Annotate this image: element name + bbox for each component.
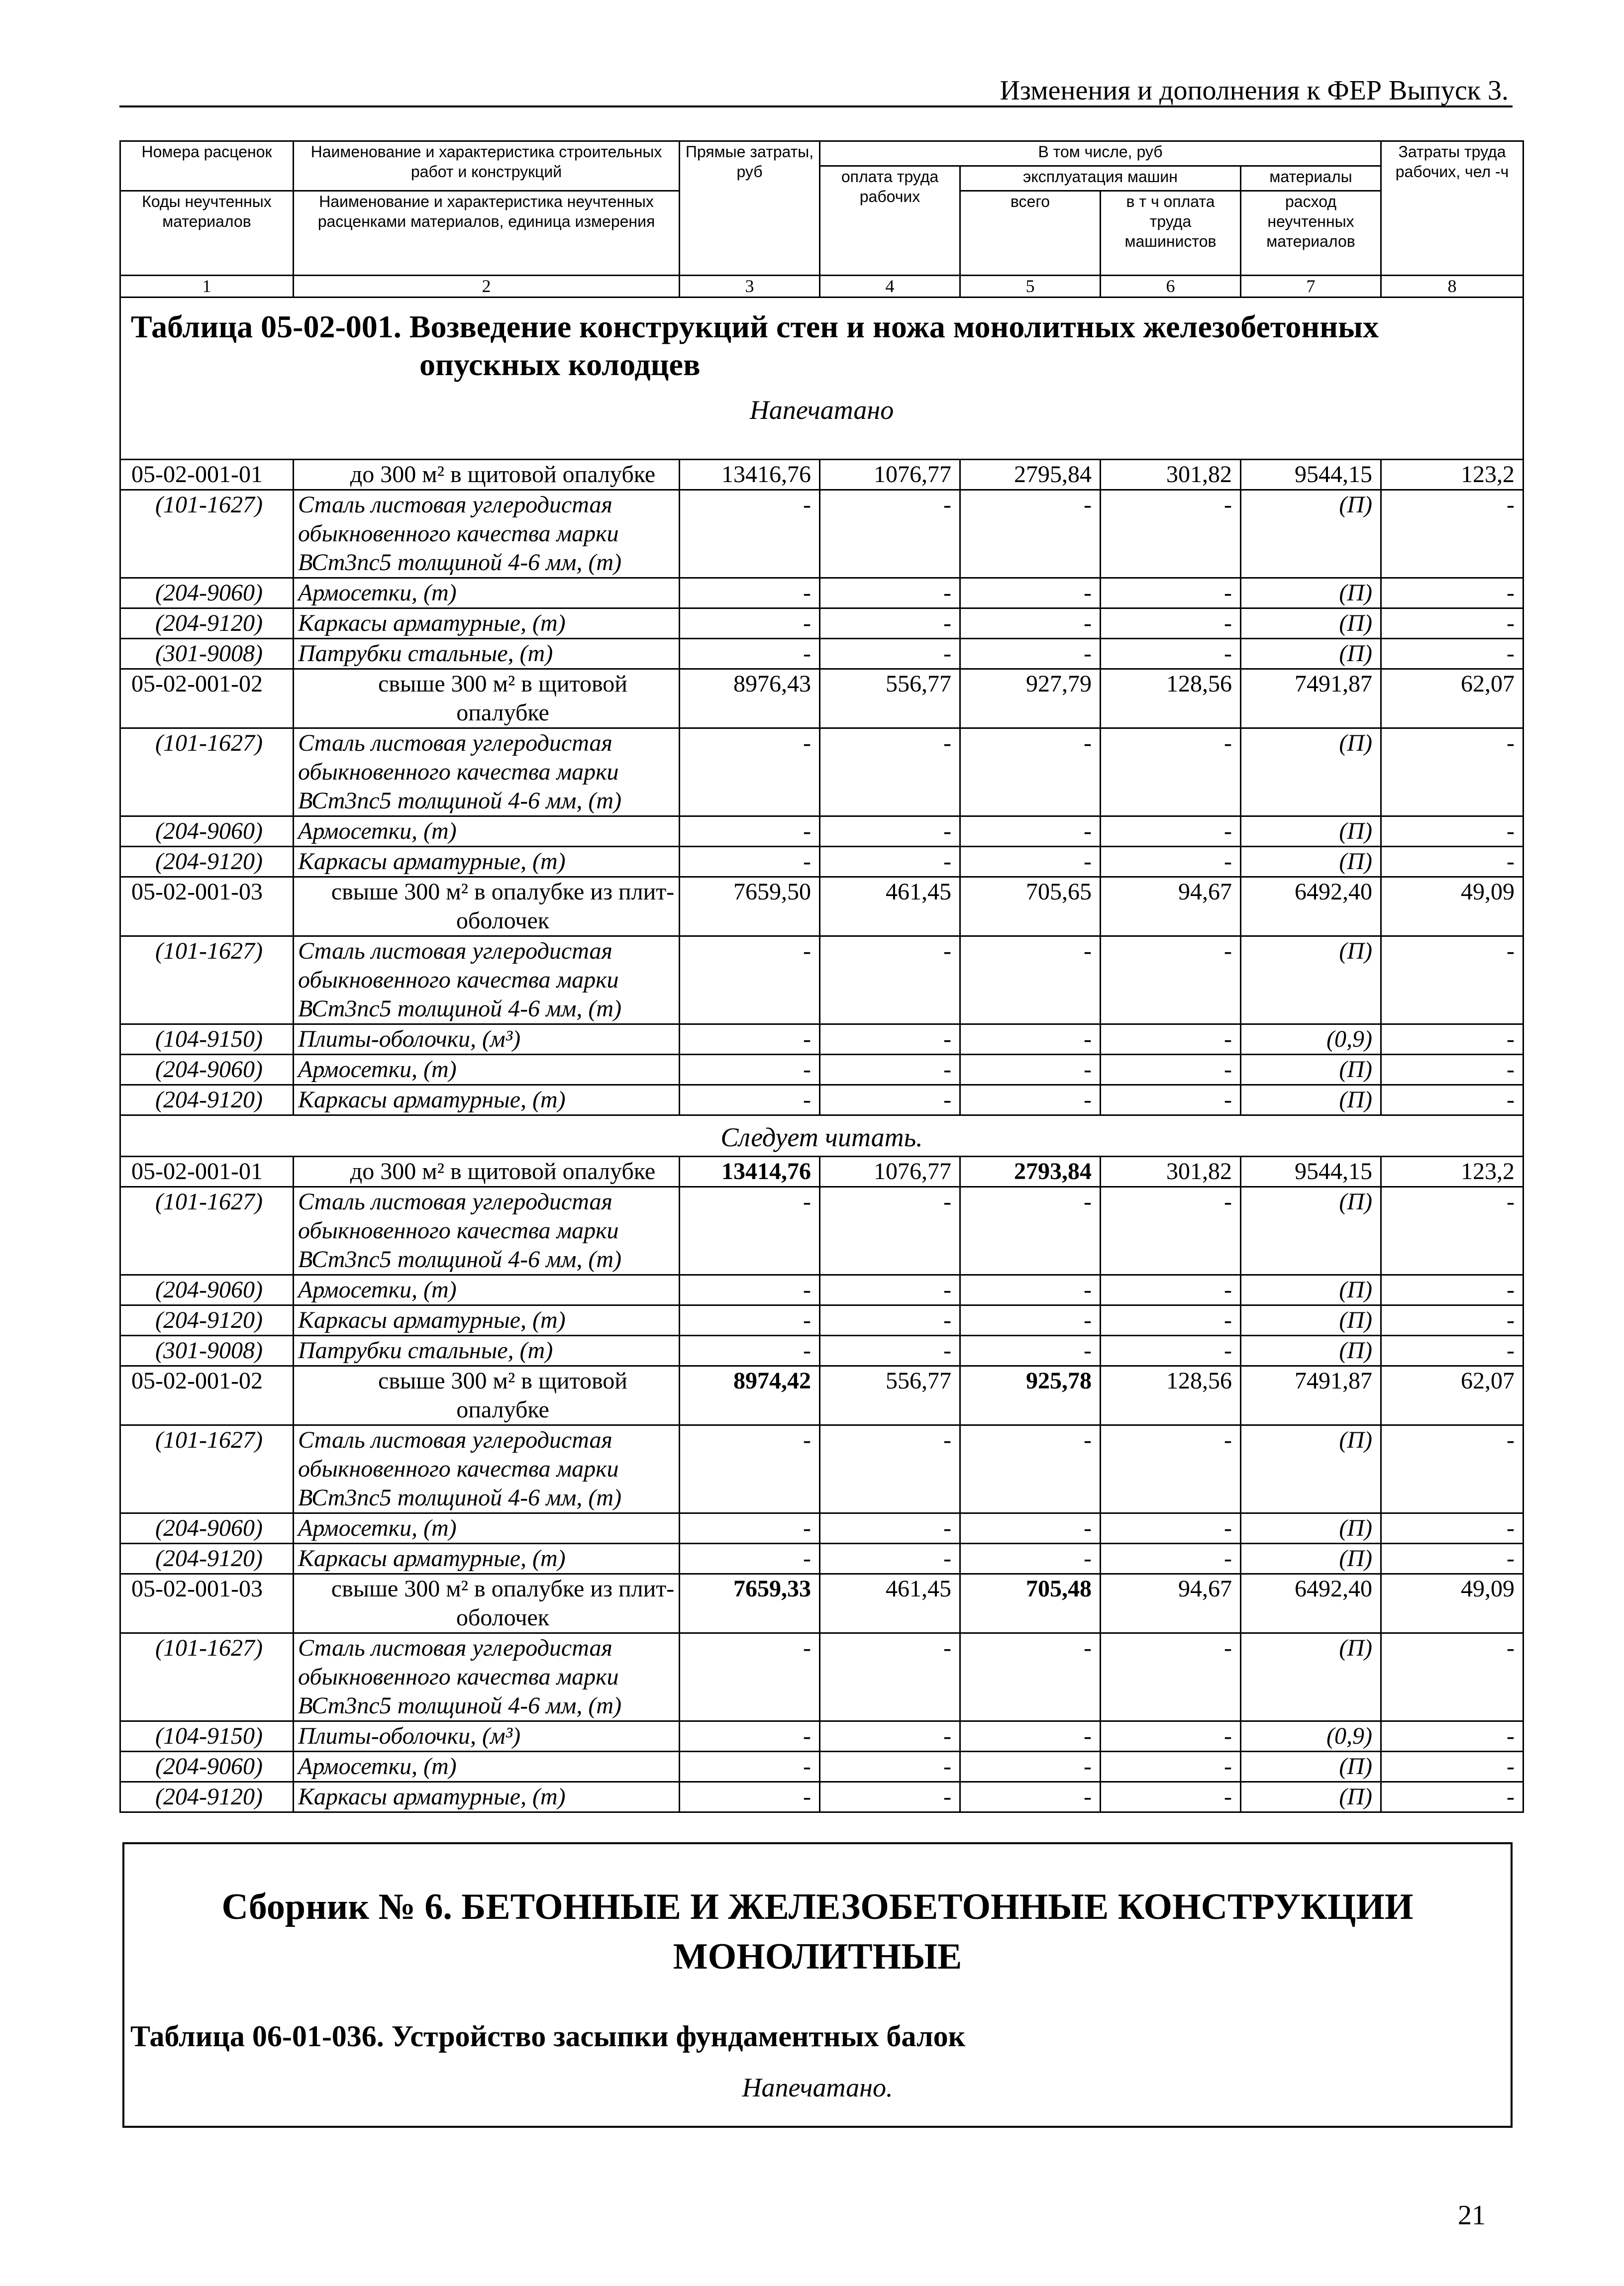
dash-cell: - bbox=[680, 578, 820, 608]
header-unaccounted-materials: расход неучтенных материалов bbox=[1241, 191, 1381, 276]
material-name: Сталь листовая углеродистая обыкновенного качества марки ВСт3пс5 толщиной 4-6 мм, (т) bbox=[294, 490, 680, 578]
dash-cell: - bbox=[960, 490, 1101, 578]
material-code: (101-1627) bbox=[120, 1425, 294, 1513]
dash-cell: - bbox=[960, 1275, 1101, 1305]
material-code: (204-9120) bbox=[120, 608, 294, 639]
header-col2-bottom: Наименование и характеристика неучтенных расценками материалов, единица измерения bbox=[294, 191, 680, 276]
material-name: Армосетки, (т) bbox=[294, 1752, 680, 1782]
dash-cell: - bbox=[680, 728, 820, 816]
material-name: Армосетки, (т) bbox=[294, 1055, 680, 1085]
material-consumption: (П) bbox=[1241, 816, 1381, 847]
rate-materials: 6492,40 bbox=[1241, 877, 1381, 936]
material-name: Армосетки, (т) bbox=[294, 816, 680, 847]
rate-materials: 6492,40 bbox=[1241, 1574, 1381, 1633]
material-consumption: (П) bbox=[1241, 1275, 1381, 1305]
dash-cell: - bbox=[680, 1085, 820, 1115]
rate-operators: 128,56 bbox=[1101, 1366, 1241, 1425]
dash-cell: - bbox=[820, 1275, 960, 1305]
dash-cell: - bbox=[680, 1055, 820, 1085]
material-consumption: (П) bbox=[1241, 578, 1381, 608]
material-code: (204-9120) bbox=[120, 847, 294, 877]
dash-cell: - bbox=[1381, 1425, 1523, 1513]
header-operator-wages: в т ч оплата труда машинистов bbox=[1101, 191, 1241, 276]
dash-cell: - bbox=[1101, 1305, 1241, 1336]
material-code: (204-9120) bbox=[120, 1544, 294, 1574]
running-header-title: Изменения и дополнения к ФЕР Выпуск 3. bbox=[1000, 75, 1509, 106]
material-code: (101-1627) bbox=[120, 728, 294, 816]
dash-cell: - bbox=[1101, 1336, 1241, 1366]
column-numbers-row bbox=[120, 276, 1523, 298]
collection6-title-line2: МОНОЛИТНЫЕ bbox=[673, 1936, 962, 1977]
material-row bbox=[120, 1544, 1523, 1574]
material-consumption: (П) bbox=[1241, 936, 1381, 1024]
collection6-printed-label: Напечатано. bbox=[742, 2073, 893, 2102]
dash-cell: - bbox=[680, 1633, 820, 1721]
material-code: (204-9060) bbox=[120, 1513, 294, 1544]
dash-cell: - bbox=[1101, 1425, 1241, 1513]
header-col1-bottom: Коды неучтенных материалов bbox=[120, 191, 294, 276]
rate-row bbox=[120, 460, 1523, 490]
dash-cell: - bbox=[960, 1633, 1101, 1721]
material-consumption: (П) bbox=[1241, 1425, 1381, 1513]
material-row bbox=[120, 1305, 1523, 1336]
material-consumption: (П) bbox=[1241, 728, 1381, 816]
material-code: (101-1627) bbox=[120, 1633, 294, 1721]
rate-materials: 9544,15 bbox=[1241, 1157, 1381, 1187]
material-name: Каркасы арматурные, (т) bbox=[294, 608, 680, 639]
dash-cell: - bbox=[1101, 1085, 1241, 1115]
dash-cell: - bbox=[1381, 1633, 1523, 1721]
rate-name: до 300 м² в щитовой опалубке bbox=[294, 460, 680, 490]
dash-cell: - bbox=[1381, 1085, 1523, 1115]
collection6-title bbox=[124, 1882, 1511, 1982]
rate-labor: 123,2 bbox=[1381, 1157, 1523, 1187]
dash-cell: - bbox=[1101, 816, 1241, 847]
col-number: 2 bbox=[294, 276, 680, 298]
material-consumption: (П) bbox=[1241, 639, 1381, 669]
rate-materials: 7491,87 bbox=[1241, 1366, 1381, 1425]
dash-cell: - bbox=[1101, 847, 1241, 877]
rate-row bbox=[120, 1574, 1523, 1633]
header-col1-top: Номера расценок bbox=[120, 141, 294, 191]
material-row bbox=[120, 816, 1523, 847]
dash-cell: - bbox=[1381, 847, 1523, 877]
dash-cell: - bbox=[960, 1544, 1101, 1574]
dash-cell: - bbox=[960, 1721, 1101, 1752]
dash-cell: - bbox=[680, 1024, 820, 1055]
col-number: 8 bbox=[1381, 276, 1523, 298]
material-code: (204-9120) bbox=[120, 1305, 294, 1336]
material-code: (101-1627) bbox=[120, 490, 294, 578]
dash-cell: - bbox=[680, 1513, 820, 1544]
material-name: Армосетки, (т) bbox=[294, 1513, 680, 1544]
dash-cell: - bbox=[820, 490, 960, 578]
rate-wages: 461,45 bbox=[820, 877, 960, 936]
rate-direct: 8974,42 bbox=[680, 1366, 820, 1425]
dash-cell: - bbox=[1381, 1024, 1523, 1055]
material-row bbox=[120, 1752, 1523, 1782]
rate-row bbox=[120, 1157, 1523, 1187]
table-title bbox=[126, 298, 1518, 384]
rate-machines: 927,79 bbox=[960, 669, 1101, 728]
col-number: 4 bbox=[820, 276, 960, 298]
dash-cell: - bbox=[820, 578, 960, 608]
printed-section bbox=[120, 460, 1523, 1115]
rate-code: 05-02-001-01 bbox=[120, 1157, 294, 1187]
material-code: (204-9120) bbox=[120, 1085, 294, 1115]
dash-cell: - bbox=[1101, 639, 1241, 669]
col-number: 5 bbox=[960, 276, 1101, 298]
dash-cell: - bbox=[1381, 578, 1523, 608]
dash-cell: - bbox=[1381, 1752, 1523, 1782]
material-row bbox=[120, 936, 1523, 1024]
dash-cell: - bbox=[680, 490, 820, 578]
rate-direct: 13416,76 bbox=[680, 460, 820, 490]
dash-cell: - bbox=[1381, 1275, 1523, 1305]
material-name: Сталь листовая углеродистая обыкновенного качества марки ВСт3пс5 толщиной 4-6 мм, (т) bbox=[294, 1187, 680, 1275]
dash-cell: - bbox=[960, 1024, 1101, 1055]
rate-row bbox=[120, 669, 1523, 728]
should-read-row bbox=[120, 1115, 1523, 1157]
dash-cell: - bbox=[960, 1305, 1101, 1336]
dash-cell: - bbox=[1381, 1513, 1523, 1544]
rate-wages: 1076,77 bbox=[820, 1157, 960, 1187]
header-labor: Затраты труда рабочих, чел -ч bbox=[1381, 141, 1523, 276]
rate-name: свыше 300 м² в щитовой опалубке bbox=[294, 1366, 680, 1425]
dash-cell: - bbox=[960, 847, 1101, 877]
dash-cell: - bbox=[1381, 1782, 1523, 1812]
material-code: (204-9060) bbox=[120, 1055, 294, 1085]
dash-cell: - bbox=[820, 1085, 960, 1115]
dash-cell: - bbox=[680, 1275, 820, 1305]
material-name: Армосетки, (т) bbox=[294, 578, 680, 608]
dash-cell: - bbox=[1381, 608, 1523, 639]
dash-cell: - bbox=[680, 639, 820, 669]
rate-operators: 301,82 bbox=[1101, 1157, 1241, 1187]
material-name: Сталь листовая углеродистая обыкновенного качества марки ВСт3пс5 толщиной 4-6 мм, (т) bbox=[294, 1425, 680, 1513]
dash-cell: - bbox=[820, 1782, 960, 1812]
material-name: Патрубки стальные, (т) bbox=[294, 639, 680, 669]
material-consumption: (П) bbox=[1241, 1782, 1381, 1812]
table-title-line1: Таблица 05-02-001. Возведение конструкций стен и ножа монолитных железобетонных bbox=[131, 309, 1379, 344]
material-consumption: (П) bbox=[1241, 1513, 1381, 1544]
running-header bbox=[119, 74, 1513, 107]
dash-cell: - bbox=[1381, 1305, 1523, 1336]
material-name: Сталь листовая углеродистая обыкновенного качества марки ВСт3пс5 толщиной 4-6 мм, (т) bbox=[294, 936, 680, 1024]
dash-cell: - bbox=[1101, 490, 1241, 578]
rate-code: 05-02-001-03 bbox=[120, 1574, 294, 1633]
table-title-row bbox=[120, 298, 1523, 460]
header-machines-total: всего bbox=[960, 191, 1101, 276]
dash-cell: - bbox=[820, 1633, 960, 1721]
corrected-section bbox=[120, 1157, 1523, 1812]
header-wages: оплата труда рабочих bbox=[820, 166, 960, 276]
col-number: 1 bbox=[120, 276, 294, 298]
rate-wages: 556,77 bbox=[820, 669, 960, 728]
dash-cell: - bbox=[680, 936, 820, 1024]
dash-cell: - bbox=[960, 816, 1101, 847]
material-consumption: (П) bbox=[1241, 1752, 1381, 1782]
dash-cell: - bbox=[820, 1513, 960, 1544]
dash-cell: - bbox=[960, 1782, 1101, 1812]
dash-cell: - bbox=[1381, 1055, 1523, 1085]
material-name: Патрубки стальные, (т) bbox=[294, 1336, 680, 1366]
material-code: (301-9008) bbox=[120, 1336, 294, 1366]
material-consumption: (П) bbox=[1241, 1305, 1381, 1336]
rate-machines: 2793,84 bbox=[960, 1157, 1101, 1187]
material-row bbox=[120, 1275, 1523, 1305]
material-row bbox=[120, 1782, 1523, 1812]
material-row bbox=[120, 1425, 1523, 1513]
dash-cell: - bbox=[680, 1544, 820, 1574]
dash-cell: - bbox=[1381, 490, 1523, 578]
material-consumption: (П) bbox=[1241, 847, 1381, 877]
material-row bbox=[120, 728, 1523, 816]
material-row bbox=[120, 1633, 1523, 1721]
dash-cell: - bbox=[680, 1752, 820, 1782]
material-row bbox=[120, 1085, 1523, 1115]
dash-cell: - bbox=[680, 608, 820, 639]
col-number: 3 bbox=[680, 276, 820, 298]
material-row bbox=[120, 608, 1523, 639]
material-consumption: (П) bbox=[1241, 1187, 1381, 1275]
dash-cell: - bbox=[1101, 608, 1241, 639]
dash-cell: - bbox=[1101, 936, 1241, 1024]
rate-name: свыше 300 м² в щитовой опалубке bbox=[294, 669, 680, 728]
material-code: (204-9060) bbox=[120, 578, 294, 608]
rate-labor: 62,07 bbox=[1381, 669, 1523, 728]
dash-cell: - bbox=[680, 816, 820, 847]
dash-cell: - bbox=[960, 578, 1101, 608]
material-code: (204-9060) bbox=[120, 816, 294, 847]
material-name: Сталь листовая углеродистая обыкновенного качества марки ВСт3пс5 толщиной 4-6 мм, (т) bbox=[294, 1633, 680, 1721]
rate-direct: 7659,33 bbox=[680, 1574, 820, 1633]
material-code: (104-9150) bbox=[120, 1024, 294, 1055]
dash-cell: - bbox=[1101, 1782, 1241, 1812]
material-consumption: (П) bbox=[1241, 1633, 1381, 1721]
material-name: Плиты-оболочки, (м³) bbox=[294, 1024, 680, 1055]
material-consumption: (П) bbox=[1241, 1544, 1381, 1574]
material-row bbox=[120, 639, 1523, 669]
dash-cell: - bbox=[820, 1024, 960, 1055]
rate-direct: 13414,76 bbox=[680, 1157, 820, 1187]
dash-cell: - bbox=[820, 936, 960, 1024]
dash-cell: - bbox=[1381, 936, 1523, 1024]
rate-code: 05-02-001-03 bbox=[120, 877, 294, 936]
dash-cell: - bbox=[1101, 1513, 1241, 1544]
dash-cell: - bbox=[1101, 1275, 1241, 1305]
header-direct-costs: Прямые затраты, руб bbox=[680, 141, 820, 276]
col-number: 6 bbox=[1101, 276, 1241, 298]
material-code: (204-9120) bbox=[120, 1782, 294, 1812]
dash-cell: - bbox=[820, 728, 960, 816]
material-name: Каркасы арматурные, (т) bbox=[294, 1085, 680, 1115]
material-row bbox=[120, 1336, 1523, 1366]
dash-cell: - bbox=[680, 1336, 820, 1366]
rate-machines: 2795,84 bbox=[960, 460, 1101, 490]
rate-wages: 1076,77 bbox=[820, 460, 960, 490]
material-consumption: (П) bbox=[1241, 1055, 1381, 1085]
should-read-label: Следует читать. bbox=[720, 1122, 923, 1152]
dash-cell: - bbox=[1101, 728, 1241, 816]
rate-name: свыше 300 м² в опалубке из плит-оболочек bbox=[294, 877, 680, 936]
dash-cell: - bbox=[820, 1187, 960, 1275]
dash-cell: - bbox=[960, 608, 1101, 639]
material-row bbox=[120, 490, 1523, 578]
material-consumption: (П) bbox=[1241, 1085, 1381, 1115]
dash-cell: - bbox=[960, 639, 1101, 669]
material-row bbox=[120, 1024, 1523, 1055]
rate-labor: 62,07 bbox=[1381, 1366, 1523, 1425]
dash-cell: - bbox=[820, 1336, 960, 1366]
rate-operators: 128,56 bbox=[1101, 669, 1241, 728]
dash-cell: - bbox=[1101, 1187, 1241, 1275]
rate-direct: 8976,43 bbox=[680, 669, 820, 728]
dash-cell: - bbox=[1101, 1024, 1241, 1055]
rate-wages: 461,45 bbox=[820, 1574, 960, 1633]
rate-name: до 300 м² в щитовой опалубке bbox=[294, 1157, 680, 1187]
rate-materials: 9544,15 bbox=[1241, 460, 1381, 490]
dash-cell: - bbox=[1101, 578, 1241, 608]
material-consumption: (0,9) bbox=[1241, 1024, 1381, 1055]
dash-cell: - bbox=[960, 1752, 1101, 1782]
dash-cell: - bbox=[680, 1425, 820, 1513]
material-code: (204-9060) bbox=[120, 1752, 294, 1782]
printed-label: Напечатано bbox=[749, 395, 894, 425]
dash-cell: - bbox=[820, 608, 960, 639]
dash-cell: - bbox=[820, 1055, 960, 1085]
table-title-line2: опускных колодцев bbox=[419, 347, 701, 382]
material-code: (101-1627) bbox=[120, 1187, 294, 1275]
material-name: Плиты-оболочки, (м³) bbox=[294, 1721, 680, 1752]
table2-title: Таблица 06-01-036. Устройство засыпки фундаментных балок bbox=[130, 2020, 966, 2053]
dash-cell: - bbox=[1101, 1544, 1241, 1574]
header-machines: эксплуатация машин bbox=[960, 166, 1241, 191]
dash-cell: - bbox=[1381, 1187, 1523, 1275]
rate-machines: 705,65 bbox=[960, 877, 1101, 936]
dash-cell: - bbox=[1381, 639, 1523, 669]
rates-table bbox=[119, 140, 1524, 1813]
dash-cell: - bbox=[820, 1305, 960, 1336]
dash-cell: - bbox=[1101, 1055, 1241, 1085]
material-consumption: (П) bbox=[1241, 490, 1381, 578]
header-including: В том числе, руб bbox=[820, 141, 1381, 166]
material-consumption: (0,9) bbox=[1241, 1721, 1381, 1752]
dash-cell: - bbox=[960, 1055, 1101, 1085]
dash-cell: - bbox=[680, 1305, 820, 1336]
rate-direct: 7659,50 bbox=[680, 877, 820, 936]
material-name: Каркасы арматурные, (т) bbox=[294, 1782, 680, 1812]
dash-cell: - bbox=[820, 1425, 960, 1513]
material-code: (104-9150) bbox=[120, 1721, 294, 1752]
material-name: Каркасы арматурные, (т) bbox=[294, 1305, 680, 1336]
rate-machines: 705,48 bbox=[960, 1574, 1101, 1633]
material-code: (101-1627) bbox=[120, 936, 294, 1024]
rate-code: 05-02-001-02 bbox=[120, 669, 294, 728]
material-row bbox=[120, 578, 1523, 608]
dash-cell: - bbox=[960, 1187, 1101, 1275]
material-name: Сталь листовая углеродистая обыкновенного качества марки ВСт3пс5 толщиной 4-6 мм, (т) bbox=[294, 728, 680, 816]
dash-cell: - bbox=[960, 936, 1101, 1024]
col-number: 7 bbox=[1241, 276, 1381, 298]
rate-row bbox=[120, 1366, 1523, 1425]
collection6-box bbox=[122, 1842, 1513, 2128]
material-consumption: (П) bbox=[1241, 1336, 1381, 1366]
dash-cell: - bbox=[680, 1721, 820, 1752]
rate-code: 05-02-001-02 bbox=[120, 1366, 294, 1425]
rate-name: свыше 300 м² в опалубке из плит-оболочек bbox=[294, 1574, 680, 1633]
header-materials: материалы bbox=[1241, 166, 1381, 191]
material-row bbox=[120, 1721, 1523, 1752]
material-row bbox=[120, 1513, 1523, 1544]
dash-cell: - bbox=[960, 1513, 1101, 1544]
page-number: 21 bbox=[1458, 2200, 1486, 2231]
dash-cell: - bbox=[960, 728, 1101, 816]
dash-cell: - bbox=[1381, 728, 1523, 816]
dash-cell: - bbox=[1101, 1633, 1241, 1721]
dash-cell: - bbox=[820, 816, 960, 847]
dash-cell: - bbox=[820, 1544, 960, 1574]
material-code: (204-9060) bbox=[120, 1275, 294, 1305]
header-col2-top: Наименование и характеристика строительных работ и конструкций bbox=[294, 141, 680, 191]
material-code: (301-9008) bbox=[120, 639, 294, 669]
rate-machines: 925,78 bbox=[960, 1366, 1101, 1425]
dash-cell: - bbox=[1101, 1721, 1241, 1752]
dash-cell: - bbox=[680, 1187, 820, 1275]
rate-labor: 49,09 bbox=[1381, 877, 1523, 936]
rate-labor: 49,09 bbox=[1381, 1574, 1523, 1633]
dash-cell: - bbox=[820, 847, 960, 877]
dash-cell: - bbox=[1381, 1336, 1523, 1366]
material-row bbox=[120, 847, 1523, 877]
material-name: Каркасы арматурные, (т) bbox=[294, 1544, 680, 1574]
dash-cell: - bbox=[960, 1425, 1101, 1513]
rate-operators: 94,67 bbox=[1101, 877, 1241, 936]
dash-cell: - bbox=[820, 639, 960, 669]
rate-row bbox=[120, 877, 1523, 936]
material-row bbox=[120, 1187, 1523, 1275]
dash-cell: - bbox=[680, 1782, 820, 1812]
collection6-title-line1: Сборник № 6. БЕТОННЫЕ И ЖЕЛЕЗОБЕТОННЫЕ КОНСТРУКЦИИ bbox=[221, 1887, 1414, 1927]
rate-materials: 7491,87 bbox=[1241, 669, 1381, 728]
dash-cell: - bbox=[1381, 1544, 1523, 1574]
dash-cell: - bbox=[960, 1085, 1101, 1115]
material-row bbox=[120, 1055, 1523, 1085]
dash-cell: - bbox=[820, 1721, 960, 1752]
dash-cell: - bbox=[680, 847, 820, 877]
rate-wages: 556,77 bbox=[820, 1366, 960, 1425]
rate-labor: 123,2 bbox=[1381, 460, 1523, 490]
material-name: Армосетки, (т) bbox=[294, 1275, 680, 1305]
rate-operators: 94,67 bbox=[1101, 1574, 1241, 1633]
dash-cell: - bbox=[1101, 1752, 1241, 1782]
dash-cell: - bbox=[960, 1336, 1101, 1366]
rate-code: 05-02-001-01 bbox=[120, 460, 294, 490]
dash-cell: - bbox=[1381, 1721, 1523, 1752]
dash-cell: - bbox=[820, 1752, 960, 1782]
material-name: Каркасы арматурные, (т) bbox=[294, 847, 680, 877]
dash-cell: - bbox=[1381, 816, 1523, 847]
rate-operators: 301,82 bbox=[1101, 460, 1241, 490]
material-consumption: (П) bbox=[1241, 608, 1381, 639]
